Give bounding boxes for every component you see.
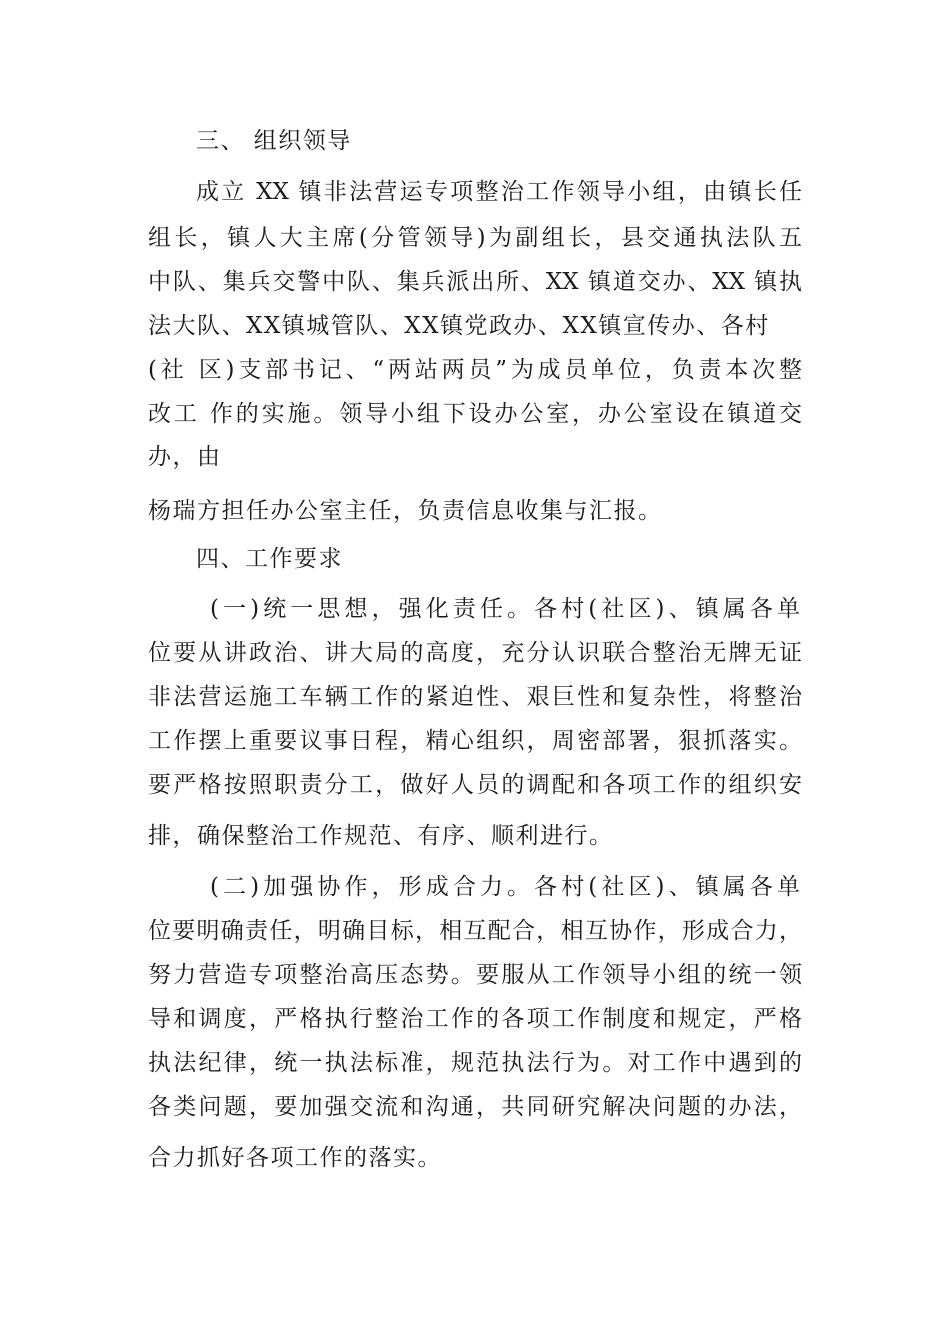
paragraph-line: 位要明确责任，明确目标，相互配合，相互协作，形成合力， [148, 918, 802, 944]
paragraph-line: (社 区)支部书记、“两站两员”为成员单位，负责本次整 [148, 357, 802, 383]
paragraph-line: 导和调度，严格执行整治工作的各项工作制度和规定，严格 [148, 1006, 802, 1032]
paragraph-line: 各类问题，要加强交流和沟通，共同研究解决问题的办法， [148, 1094, 802, 1120]
paragraph-line: 合力抓好各项工作的落实。 [148, 1145, 442, 1171]
paragraph-line: 杨瑞方担任办公室主任，负责信息收集与汇报。 [148, 498, 663, 524]
paragraph-line: 成立 XX 镇非法营运专项整治工作领导小组，由镇长任 [196, 179, 802, 205]
paragraph-line: 努力营造专项整治高压态势。要服从工作领导小组的统一领 [148, 962, 802, 988]
paragraph-line: 非法营运施工车辆工作的紧迫性、艰巨性和复杂性，将整治 [148, 684, 802, 710]
paragraph-line: 执法纪律，统一执法标准，规范执法行为。对工作中遇到的 [148, 1050, 802, 1076]
paragraph-line: 中队、集兵交警中队、集兵派出所、XX 镇道交办、XX 镇执 [148, 269, 802, 295]
paragraph-line: 排，确保整治工作规范、有序、顺利进行。 [148, 823, 614, 849]
paragraph-line: 组长，镇人大主席(分管领导)为副组长，县交通执法队五 [148, 225, 802, 251]
paragraph-line: 位要从讲政治、讲大局的高度，充分认识联合整治无牌无证 [148, 640, 802, 666]
section-heading-requirements: 四、工作要求 [196, 546, 343, 572]
paragraph-line: 工作摆上重要议事日程，精心组织，周密部署，狠抓落实。 [148, 728, 802, 754]
paragraph-line: 办，由 [148, 444, 222, 470]
paragraph-line: (二)加强协作，形成合力。各村(社区)、镇属各单 [210, 874, 800, 900]
paragraph-line: 要严格按照职责分工，做好人员的调配和各项工作的组织安 [148, 772, 802, 798]
section-heading-organization: 三、 组织领导 [196, 128, 352, 154]
paragraph-line: 改工 作的实施。领导小组下设办公室，办公室设在镇道交 [148, 401, 802, 427]
paragraph-line: (一)统一思想，强化责任。各村(社区)、镇属各单 [210, 596, 800, 622]
paragraph-line: 法大队、XX镇城管队、XX镇党政办、XX镇宣传办、各村 [148, 313, 770, 339]
